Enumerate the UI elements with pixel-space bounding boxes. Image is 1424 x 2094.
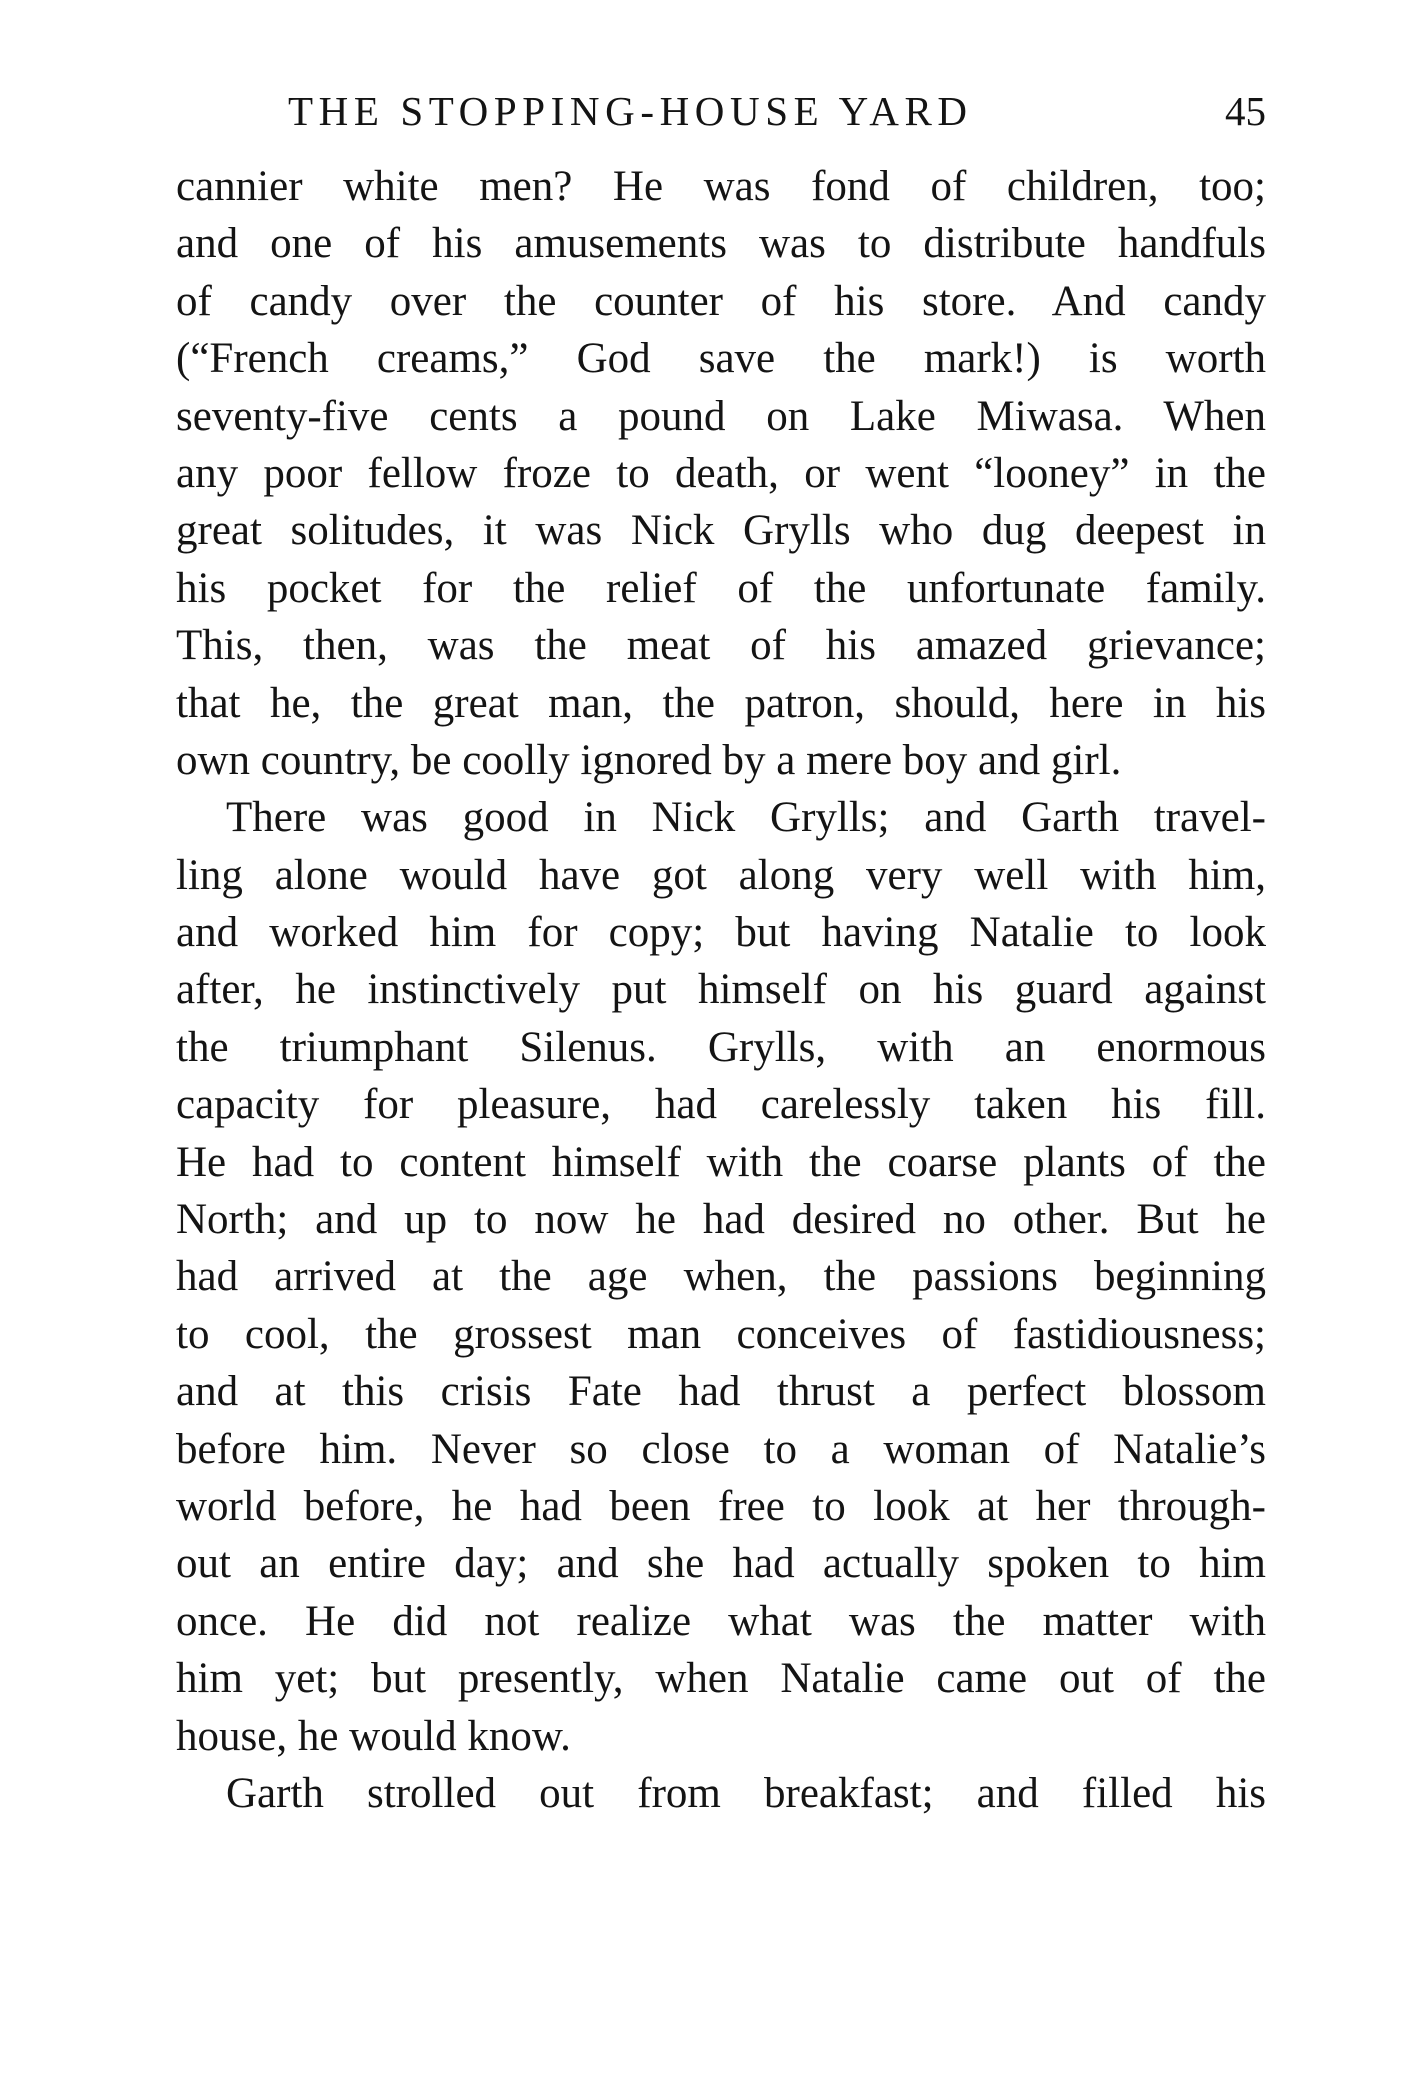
text-line: ling alone would have got along very well with him,	[176, 851, 1266, 899]
paragraph-start-line: There was good in Nick Grylls; and Garth travel-	[226, 794, 1266, 842]
text-line: seventy-five cents a pound on Lake Miwasa. When	[176, 392, 1266, 440]
paragraph-end-line: house, he would know.	[176, 1712, 571, 1760]
text-line: and worked him for copy; but having Natalie to look	[176, 909, 1266, 957]
text-line: capacity for pleasure, had carelessly taken his fill.	[176, 1081, 1266, 1129]
paragraph-end-line: own country, be coolly ignored by a mere boy and girl.	[176, 736, 1122, 784]
text-line: to cool, the grossest man conceives of fastidiousness;	[176, 1310, 1266, 1358]
text-line: North; and up to now he had desired no other. But he	[176, 1196, 1266, 1244]
text-line: after, he instinctively put himself on his guard against	[176, 966, 1266, 1014]
text-line: This, then, was the meat of his amazed grievance;	[176, 622, 1266, 670]
text-line: of candy over the counter of his store. And candy	[176, 277, 1266, 325]
text-line: once. He did not realize what was the matter with	[176, 1597, 1266, 1645]
text-line: had arrived at the age when, the passions beginning	[176, 1253, 1266, 1301]
text-line: him yet; but presently, when Natalie came out of the	[176, 1655, 1266, 1703]
text-line: world before, he had been free to look at her through-	[176, 1482, 1266, 1530]
text-line: He had to content himself with the coarse plants of the	[176, 1138, 1266, 1186]
text-line: his pocket for the relief of the unfortunate family.	[176, 564, 1266, 612]
text-line: great solitudes, it was Nick Grylls who dug deepest in	[176, 507, 1266, 555]
text-line: any poor fellow froze to death, or went “looney” in the	[176, 449, 1266, 497]
text-line: out an entire day; and she had actually spoken to him	[176, 1540, 1266, 1588]
text-line: that he, the great man, the patron, should, here in his	[176, 679, 1266, 727]
paragraph-start-line: Garth strolled out from breakfast; and filled his	[226, 1769, 1266, 1817]
page-number: 45	[1225, 88, 1266, 134]
text-line: (“French creams,” God save the mark!) is worth	[176, 335, 1266, 383]
running-head-title: THE STOPPING-HOUSE YARD	[288, 88, 973, 134]
text-line: the triumphant Silenus. Grylls, with an enormous	[176, 1023, 1266, 1071]
running-header	[176, 82, 1266, 140]
text-line: cannier white men? He was fond of children, too;	[176, 163, 1266, 210]
body-text	[176, 158, 1266, 1822]
text-line: and one of his amusements was to distribute handfuls	[176, 220, 1266, 268]
text-line: and at this crisis Fate had thrust a perfect blossom	[176, 1368, 1266, 1416]
text-line: before him. Never so close to a woman of Natalie’s	[176, 1425, 1266, 1473]
